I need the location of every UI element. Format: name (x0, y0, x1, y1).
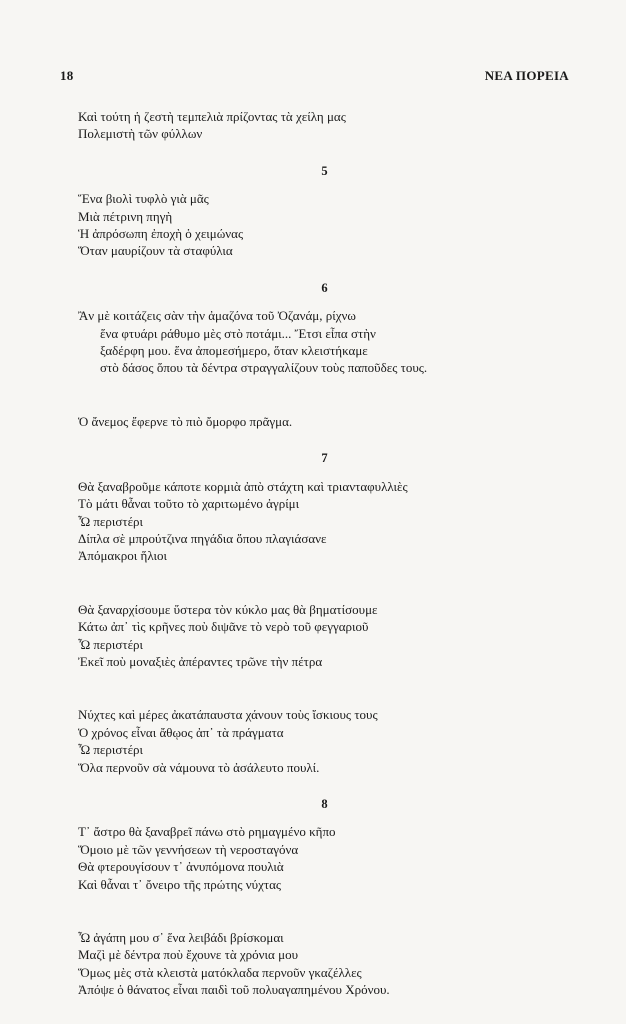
verse-line: Θὰ ξαναρχίσουμε ὕστερα τὸν κύκλο μας θὰ βηματίσουμε (78, 601, 378, 617)
verse-line: Κάτω ἀπ᾿ τὶς κρῆνες ποὺ διψᾶνε τὸ νερὸ τοῦ φεγγαριοῦ (78, 619, 369, 635)
stanza-7b (78, 601, 571, 671)
verse-line: Καὶ θἆναι τ᾿ ὄνειρο τῆς πρώτης νύχτας (78, 876, 282, 892)
verse-line: Ἀπόμακροι ἥλιοι (78, 548, 167, 564)
verse-line: ξαδέρφη μου. ἕνα ἀπομεσήμερο, ὅταν κλειστήκαμε (100, 343, 368, 359)
verse-line: Ὦ περιστέρι (78, 742, 144, 758)
stanza-7a (78, 478, 571, 565)
verse-line: Δίπλα σὲ μπρούτζινα πηγάδια ὅπου πλαγιάσανε (78, 530, 327, 546)
stanza-5 (78, 190, 571, 260)
verse-line: στὸ δάσος ὅπου τὰ δέντρα στραγγαλίζουν τοὺς παποῦδες τους. (100, 360, 428, 376)
verse-line: Ὦ περιστέρι (78, 636, 144, 652)
verse-line: Μιὰ πέτρινη πηγὴ (78, 208, 173, 224)
verse-line: Ὅλα περνοῦν σὰ νάμουνα τὸ ἀσάλευτο πουλί. (78, 759, 320, 775)
section-number-5: 5 (321, 163, 328, 178)
stanza-6b (78, 413, 571, 430)
verse-line: Τ᾿ ἄστρο θὰ ξαναβρεῖ πάνω στὸ ρημαγμένο κῆπο (78, 824, 336, 840)
section-number-6: 6 (321, 280, 328, 295)
verse-line: Τὸ μάτι θἆναι τοῦτο τὸ χαριτωμένο ἀγρίμι (78, 496, 300, 512)
journal-title: ΝΕΑ ΠΟΡΕΙΑ (484, 68, 569, 83)
page-header (60, 68, 569, 84)
verse-line: Θὰ φτερουγίσουν τ᾿ ἀνυπόμονα πουλιὰ (78, 859, 284, 875)
stanza-7c (78, 706, 571, 776)
verse-line: Ἡ ἀπρόσωπη ἐποχὴ ὁ χειμώνας (78, 226, 244, 242)
verse-line: Ἂν μὲ κοιτάζεις σὰν τὴν ἀμαζόνα τοῦ Ὀζανάμ, ρίχνω (78, 308, 356, 324)
verse-line: ἕνα φτυάρι ράθυμο μὲς στὸ ποτάμι... Ἔτσι εἶπα στὴν (100, 325, 376, 341)
spacer (78, 893, 571, 929)
verse-line: Ἀπόψε ὁ θάνατος εἶναι παιδὶ τοῦ πολυαγαπημένου Χρόνου. (78, 982, 390, 998)
verse-line: Ὦ ἀγάπη μου σ᾿ ἕνα λειβάδι βρίσκομαι (78, 930, 284, 945)
verse-line: Ὁ ἄνεμος ἔφερνε τὸ πιὸ ὄμορφο πρᾶγμα. (78, 413, 293, 429)
verse-line: Νύχτες καὶ μέρες ἀκατάπαυστα χάνουν τοὺς ἴσκιους τους (78, 707, 378, 723)
verse-line: Μαζὶ μὲ δέντρα ποὺ ἔχουνε τὰ χρόνια μου (78, 947, 299, 963)
stanza-intro (78, 108, 571, 143)
verse-line: Πολεμιστὴ τῶν φύλλων (78, 126, 203, 142)
verse-line: Καὶ τούτη ἡ ζεστὴ τεμπελιὰ πρίζοντας τὰ χείλη μας (78, 109, 346, 124)
stanza-8b (78, 929, 571, 999)
verse-line: Ὁ χρόνος εἶναι ἄθῳος ἀπ᾿ τὰ πράγματα (78, 724, 284, 740)
spacer (78, 670, 571, 706)
page-number: 18 (60, 68, 74, 83)
verse-line: Ἕνα βιολὶ τυφλὸ γιὰ μᾶς (78, 191, 209, 207)
stanza-6 (78, 307, 571, 377)
spacer (78, 565, 571, 601)
verse-line: Ὅταν μαυρίζουν τὰ σταφύλια (78, 243, 233, 259)
spacer (78, 377, 571, 413)
section-number-7: 7 (321, 451, 328, 466)
verse-line: Ὅμοιο μὲ τῶν γεννήσεων τὴ νεροσταγόνα (78, 841, 299, 857)
stanza-8a (78, 823, 571, 893)
verse-line: Ὦ περιστέρι (78, 513, 144, 529)
section-number-8: 8 (321, 796, 328, 811)
verse-line: Ἐκεῖ ποὺ μοναξιὲς ἀπέραντες τρῶνε τὴν πέτρα (78, 653, 323, 669)
verse-line: Ὅμως μὲς στὰ κλειστὰ ματόκλαδα περνοῦν γκαζέλλες (78, 964, 362, 980)
poem-body (78, 108, 571, 999)
verse-line: Θὰ ξαναβροῦμε κάποτε κορμιὰ ἀπὸ στάχτη καὶ τριανταφυλλιὲς (78, 478, 408, 494)
